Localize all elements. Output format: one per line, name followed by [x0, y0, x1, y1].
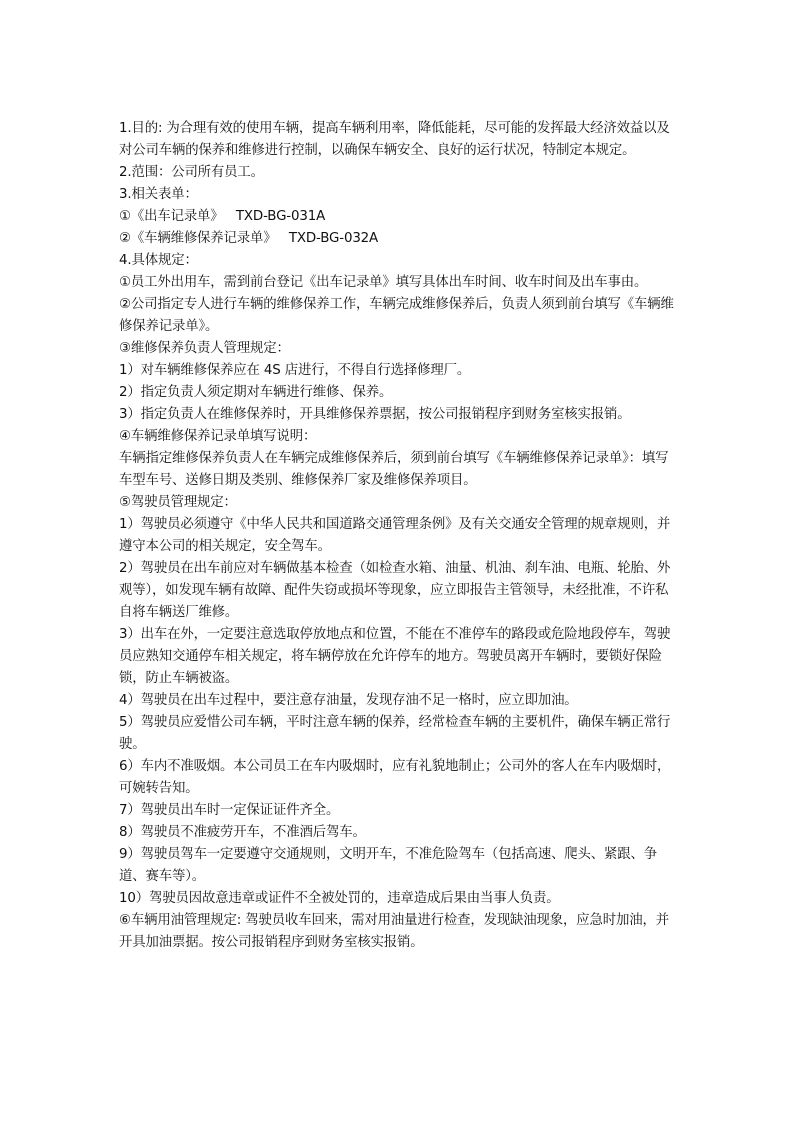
paragraph-rule-3-item-3: 3）指定负责人在维修保养时，开具维修保养票据，按公司报销程序到财务室核实报销。: [119, 407, 631, 422]
paragraph-rule-3-item-1: 1）对车辆维修保养应在 4S 店进行，不得自行选择修理厂。: [119, 363, 471, 378]
paragraph-rule-5-item-3: 3）出车在外，一定要注意选取停放地点和位置，不能在不准停车的路段或危险地段停车，驾驶员应熟知交通停车相关规定，将车辆停放在允许停车的地方。驾驶员离开车辆时，要锁好保险锁，防止车辆被盗。: [119, 627, 671, 686]
paragraph-rule-4-heading: ④车辆维修保养记录单填写说明：: [119, 429, 317, 444]
paragraph-rules-heading: 4.具体规定：: [119, 253, 198, 268]
paragraph-rule-4-body: 车辆指定维修保养负责人在车辆完成维修保养后，须到前台填写《车辆维修保养记录单》：填写车型车号、送修日期及类别、维修保养厂家及维修保养项目。: [119, 451, 669, 488]
paragraph-rule-1: ①员工外出用车，需到前台登记《出车记录单》填写具体出车时间、收车时间及出车事由。: [119, 275, 648, 290]
paragraph-related-forms-heading: 3.相关表单：: [119, 187, 198, 202]
paragraph-rule-3-item-2: 2）指定负责人须定期对车辆进行维修、保养。: [119, 385, 393, 400]
paragraph-rule-3-heading: ③维修保养负责人管理规定：: [119, 341, 290, 356]
paragraph-rule-5-heading: ⑤驾驶员管理规定：: [119, 495, 237, 510]
paragraph-rule-5-item-1: 1）驾驶员必须遵守《中华人民共和国道路交通管理条例》及有关交通安全管理的规章规则，并遵守本公司的相关规定，安全驾车。: [119, 517, 671, 554]
paragraph-rule-5-item-6: 6）车内不准吸烟。本公司员工在车内吸烟时，应有礼貌地制止；公司外的客人在车内吸烟时，可婉转告知。: [119, 759, 671, 796]
paragraph-rule-6: ⑥车辆用油管理规定: 驾驶员收车回来，需对用油量进行检查，发现缺油现象，应急时加油，并开具加油票据。按公司报销程序到财务室核实报销。: [119, 913, 669, 950]
paragraph-form-2: ②《车辆维修保养记录单》 TXD-BG-032A: [119, 231, 379, 246]
paragraph-rule-5-item-2: 2）驾驶员在出车前应对车辆做基本检查（如检查水箱、油量、机油、刹车油、电瓶、轮胎、外观等），如发现车辆有故障、配件失窃或损坏等现象，应立即报告主管领导，未经批准，不许私自将车辆送厂维修。: [119, 561, 671, 620]
paragraph-form-1: ①《出车记录单》 TXD-BG-031A: [119, 209, 326, 224]
paragraph-rule-5-item-8: 8）驾驶员不准疲劳开车，不准酒后驾车。: [119, 825, 366, 840]
paragraph-rule-5-item-10: 10）驾驶员因故意违章或证件不全被处罚的，违章造成后果由当事人负责。: [119, 891, 560, 906]
paragraph-rule-5-item-4: 4）驾驶员在出车过程中，要注意存油量，发现存油不足一格时，应立即加油。: [119, 693, 578, 708]
paragraph-rule-2: ②公司指定专人进行车辆的维修保养工作，车辆完成维修保养后，负责人须到前台填写《车辆维修保养记录单》。: [119, 297, 674, 334]
paragraph-rule-5-item-5: 5）驾驶员应爱惜公司车辆，平时注意车辆的保养，经常检查车辆的主要机件，确保车辆正常行驶。: [119, 715, 671, 752]
paragraph-purpose: 1.目的: 为合理有效的使用车辆，提高车辆利用率，降低能耗，尽可能的发挥最大经济效益以及对公司车辆的保养和维修进行控制，以确保车辆安全、良好的运行状况，特制定本规定。: [119, 121, 670, 158]
paragraph-rule-5-item-7: 7）驾驶员出车时一定保证证件齐全。: [119, 803, 340, 818]
paragraph-rule-5-item-9: 9）驾驶员驾车一定要遵守交通规则，文明开车，不准危险驾车（包括高速、爬头、紧跟、争道、赛车等）。: [119, 847, 657, 884]
document-body: [119, 118, 679, 954]
paragraph-scope: 2.范围：公司所有员工。: [119, 165, 264, 180]
